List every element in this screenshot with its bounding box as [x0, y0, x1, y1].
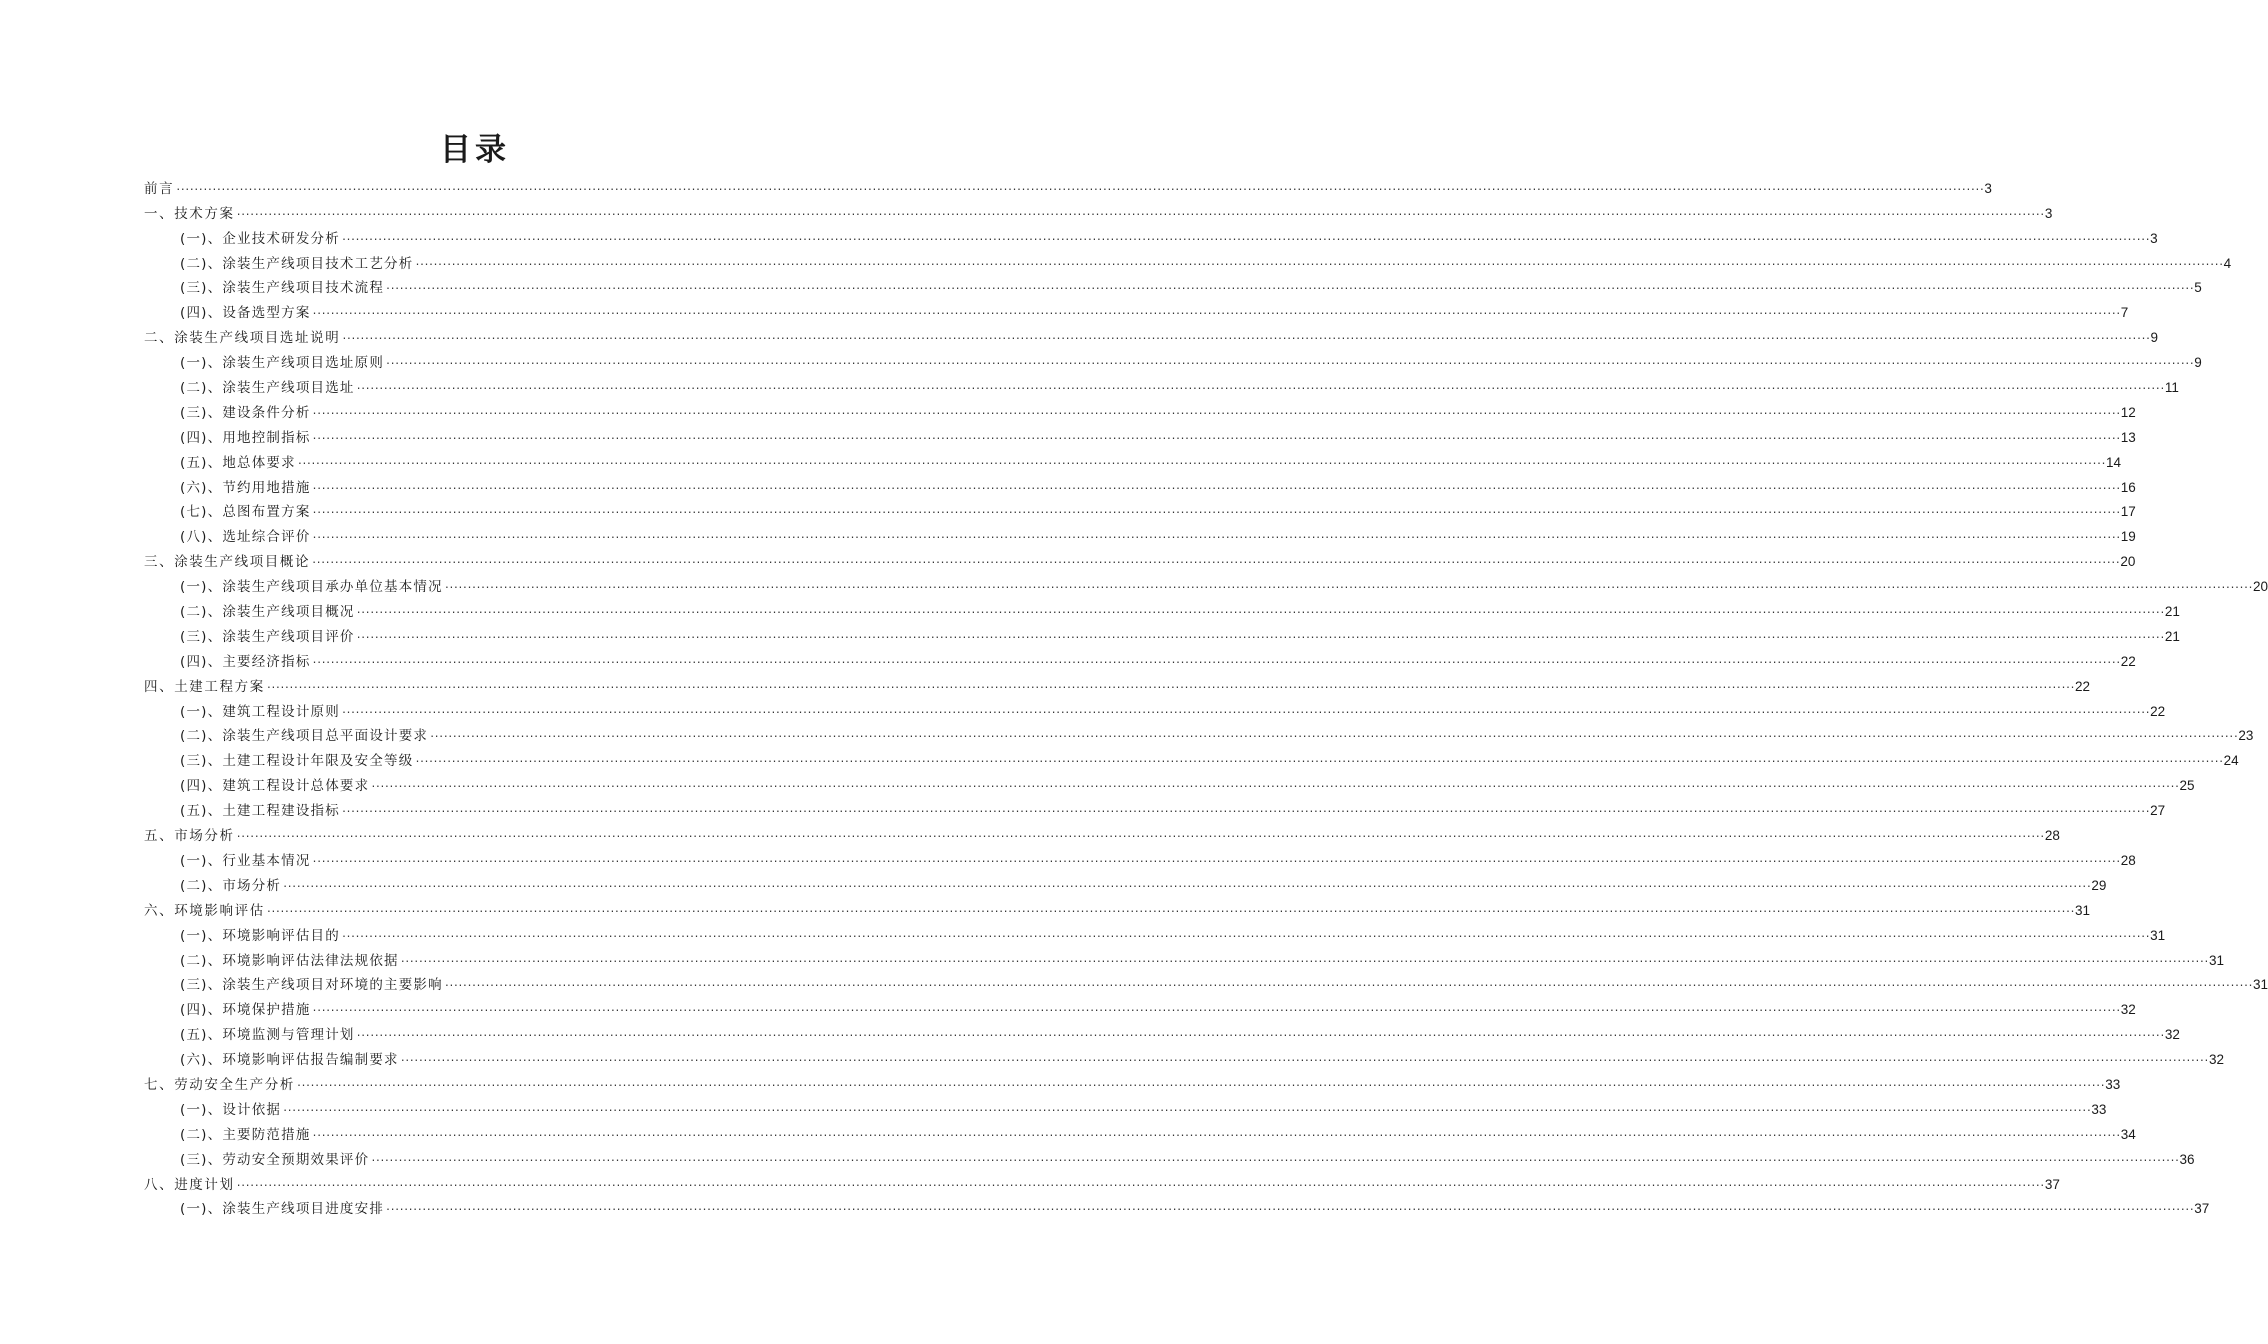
toc-entry-page-number: 9 — [2194, 355, 2202, 371]
toc-dot-leader: ................................................................................................................................................................................................................................................................................................................................................................................................................ — [385, 1202, 2194, 1214]
toc-dot-leader: ................................................................................................................................................................................................................................................................................................................................................................................................................ — [265, 903, 2075, 915]
toc-entry[interactable] — [144, 571, 2268, 596]
toc-dot-leader: ................................................................................................................................................................................................................................................................................................................................................................................................................ — [175, 181, 1984, 193]
toc-entry-label: (三)、建设条件分析 — [180, 404, 311, 421]
table-of-contents — [144, 173, 2268, 1218]
toc-entry-label: (一)、建筑工程设计原则 — [180, 703, 340, 720]
toc-dot-leader: ................................................................................................................................................................................................................................................................................................................................................................................................................ — [429, 729, 2238, 741]
toc-entry-label: (三)、涂装生产线项目评价 — [180, 628, 355, 645]
toc-entry-label: 六、环境影响评估 — [144, 902, 265, 919]
toc-dot-leader: ................................................................................................................................................................................................................................................................................................................................................................................................................ — [385, 281, 2194, 293]
toc-dot-leader: ................................................................................................................................................................................................................................................................................................................................................................................................................ — [355, 629, 2164, 641]
toc-entry-page-number: 22 — [2075, 678, 2091, 694]
toc-entry[interactable] — [144, 372, 2179, 397]
toc-entry-page-number: 12 — [2120, 404, 2136, 420]
toc-entry-page-number: 32 — [2208, 1052, 2224, 1068]
toc-entry-page-number: 3 — [2150, 230, 2158, 246]
toc-entry-page-number: 19 — [2120, 529, 2136, 545]
toc-entry-label: (四)、主要经济指标 — [180, 653, 311, 670]
toc-entry-page-number: 36 — [2179, 1151, 2195, 1167]
toc-entry-page-number: 22 — [2120, 653, 2136, 669]
toc-entry-label: (一)、涂装生产线项目选址原则 — [180, 355, 385, 372]
toc-entry-page-number: 23 — [2238, 728, 2254, 744]
toc-entry-page-number: 27 — [2150, 803, 2166, 819]
toc-entry-page-number: 7 — [2120, 305, 2129, 321]
toc-entry-page-number: 20 — [2253, 579, 2268, 595]
toc-entry-page-number: 32 — [2164, 1027, 2180, 1043]
toc-dot-leader: ................................................................................................................................................................................................................................................................................................................................................................................................................ — [311, 505, 2120, 517]
toc-entry-label: (一)、企业技术研发分析 — [180, 230, 340, 247]
toc-dot-leader: ................................................................................................................................................................................................................................................................................................................................................................................................................ — [414, 256, 2223, 268]
toc-entry-label: (三)、劳动安全预期效果评价 — [180, 1151, 370, 1168]
toc-entry-page-number: 31 — [2075, 902, 2091, 918]
toc-dot-leader: ................................................................................................................................................................................................................................................................................................................................................................................................................ — [340, 231, 2150, 243]
toc-entry-label: (一)、行业基本情况 — [180, 852, 311, 869]
toc-entry-label: (七)、总图布置方案 — [180, 504, 311, 521]
toc-entry[interactable] — [144, 870, 2107, 895]
toc-entry-label: (二)、市场分析 — [180, 877, 282, 894]
toc-entry-page-number: 24 — [2223, 753, 2239, 769]
toc-dot-leader: ................................................................................................................................................................................................................................................................................................................................................................................................................ — [370, 779, 2179, 791]
toc-entry-page-number: 32 — [2120, 1002, 2136, 1018]
toc-entry-page-number: 3 — [2044, 205, 2053, 221]
toc-entry[interactable] — [144, 447, 2122, 472]
toc-entry[interactable] — [144, 945, 2224, 970]
toc-entry[interactable] — [144, 472, 2136, 497]
toc-entry-label: 八、进度计划 — [144, 1176, 235, 1193]
toc-entry-label: (五)、地总体要求 — [180, 454, 296, 471]
toc-entry-page-number: 4 — [2223, 255, 2232, 271]
toc-entry-label: (二)、涂装生产线项目总平面设计要求 — [180, 728, 429, 745]
toc-entry[interactable] — [144, 621, 2180, 646]
toc-entry-page-number: 28 — [2044, 828, 2060, 844]
toc-entry[interactable] — [144, 1019, 2180, 1044]
toc-entry-page-number: 13 — [2120, 429, 2136, 445]
toc-entry[interactable] — [144, 1069, 2121, 1094]
toc-entry-label: (二)、涂装生产线项目选址 — [180, 380, 355, 397]
toc-entry[interactable] — [144, 820, 2060, 845]
toc-entry[interactable] — [144, 895, 2091, 920]
toc-entry-label: (一)、环境影响评估目的 — [180, 927, 340, 944]
toc-entry[interactable] — [144, 322, 2159, 347]
toc-entry[interactable] — [144, 1169, 2060, 1194]
toc-entry-label: (八)、选址综合评价 — [180, 529, 311, 546]
toc-dot-leader: ................................................................................................................................................................................................................................................................................................................................................................................................................ — [443, 580, 2253, 592]
toc-entry-page-number: 3 — [1984, 180, 1992, 196]
toc-entry[interactable] — [144, 671, 2091, 696]
toc-entry-page-number: 28 — [2120, 852, 2136, 868]
toc-entry-label: 二、涂装生产线项目选址说明 — [144, 330, 341, 347]
toc-dot-leader: ................................................................................................................................................................................................................................................................................................................................................................................................................ — [340, 928, 2150, 940]
toc-dot-leader: ................................................................................................................................................................................................................................................................................................................................................................................................................ — [311, 555, 2120, 567]
toc-entry-label: (三)、涂装生产线项目对环境的主要影响 — [180, 977, 443, 994]
toc-dot-leader: ................................................................................................................................................................................................................................................................................................................................................................................................................ — [414, 754, 2223, 766]
toc-entry-page-number: 5 — [2194, 280, 2202, 296]
toc-entry-page-number: 31 — [2150, 927, 2166, 943]
toc-dot-leader: ................................................................................................................................................................................................................................................................................................................................................................................................................ — [311, 1127, 2120, 1139]
toc-dot-leader: ................................................................................................................................................................................................................................................................................................................................................................................................................ — [443, 978, 2253, 990]
toc-entry[interactable] — [144, 397, 2136, 422]
toc-dot-leader: ................................................................................................................................................................................................................................................................................................................................................................................................................ — [311, 306, 2120, 318]
toc-entry[interactable] — [144, 248, 2232, 273]
toc-dot-leader: ................................................................................................................................................................................................................................................................................................................................................................................................................ — [340, 804, 2150, 816]
toc-dot-leader: ................................................................................................................................................................................................................................................................................................................................................................................................................ — [355, 1028, 2164, 1040]
toc-entry[interactable] — [144, 596, 2180, 621]
toc-dot-leader: ................................................................................................................................................................................................................................................................................................................................................................................................................ — [399, 953, 2208, 965]
toc-entry[interactable] — [144, 497, 2136, 522]
toc-entry-label: (二)、环境影响评估法律法规依据 — [180, 952, 399, 969]
toc-dot-leader: ................................................................................................................................................................................................................................................................................................................................................................................................................ — [311, 654, 2120, 666]
toc-entry[interactable] — [144, 1119, 2136, 1144]
toc-entry[interactable] — [144, 770, 2195, 795]
toc-dot-leader: ................................................................................................................................................................................................................................................................................................................................................................................................................ — [296, 455, 2106, 467]
toc-dot-leader: ................................................................................................................................................................................................................................................................................................................................................................................................................ — [235, 206, 2044, 218]
toc-entry-label: (四)、建筑工程设计总体要求 — [180, 778, 370, 795]
toc-dot-leader: ................................................................................................................................................................................................................................................................................................................................................................................................................ — [282, 878, 2091, 890]
toc-entry-page-number: 21 — [2164, 604, 2180, 620]
toc-entry[interactable] — [144, 198, 2053, 223]
toc-entry[interactable] — [144, 845, 2136, 870]
toc-dot-leader: ................................................................................................................................................................................................................................................................................................................................................................................................................ — [311, 430, 2120, 442]
toc-entry-page-number: 33 — [2091, 1101, 2107, 1117]
toc-entry-page-number: 20 — [2120, 554, 2136, 570]
toc-dot-leader: ................................................................................................................................................................................................................................................................................................................................................................................................................ — [385, 356, 2194, 368]
toc-dot-leader: ................................................................................................................................................................................................................................................................................................................................................................................................................ — [282, 1102, 2091, 1114]
toc-dot-leader: ................................................................................................................................................................................................................................................................................................................................................................................................................ — [235, 829, 2044, 841]
toc-entry-page-number: 31 — [2208, 952, 2224, 968]
toc-entry-label: (二)、涂装生产线项目技术工艺分析 — [180, 255, 414, 272]
toc-entry-label: 五、市场分析 — [144, 828, 235, 845]
toc-entry-label: (四)、环境保护措施 — [180, 1002, 311, 1019]
toc-entry-page-number: 33 — [2105, 1076, 2121, 1092]
toc-dot-leader: ................................................................................................................................................................................................................................................................................................................................................................................................................ — [311, 480, 2120, 492]
toc-entry-page-number: 9 — [2150, 330, 2159, 346]
toc-entry[interactable] — [144, 422, 2136, 447]
toc-entry-page-number: 21 — [2164, 628, 2180, 644]
toc-dot-leader: ................................................................................................................................................................................................................................................................................................................................................................................................................ — [341, 331, 2150, 343]
toc-entry[interactable] — [144, 1194, 2210, 1219]
toc-dot-leader: ................................................................................................................................................................................................................................................................................................................................................................................................................ — [265, 679, 2075, 691]
toc-entry[interactable] — [144, 646, 2136, 671]
toc-entry-label: 七、劳动安全生产分析 — [144, 1076, 295, 1093]
toc-entry-label: (四)、设备选型方案 — [180, 305, 311, 322]
toc-entry-page-number: 25 — [2179, 778, 2195, 794]
toc-entry-label: (一)、涂装生产线项目进度安排 — [180, 1201, 385, 1218]
toc-entry-page-number: 22 — [2150, 703, 2166, 719]
toc-entry-label: (三)、土建工程设计年限及安全等级 — [180, 753, 414, 770]
toc-entry-label: (一)、涂装生产线项目承办单位基本情况 — [180, 579, 443, 596]
toc-entry-label: 三、涂装生产线项目概论 — [144, 554, 311, 571]
toc-entry-page-number: 17 — [2120, 504, 2136, 520]
toc-entry-page-number: 34 — [2120, 1126, 2136, 1142]
toc-dot-leader: ................................................................................................................................................................................................................................................................................................................................................................................................................ — [311, 530, 2120, 542]
toc-entry[interactable] — [144, 696, 2166, 721]
toc-dot-leader: ................................................................................................................................................................................................................................................................................................................................................................................................................ — [355, 605, 2164, 617]
toc-entry[interactable] — [144, 920, 2166, 945]
toc-entry[interactable] — [144, 745, 2239, 770]
toc-entry-page-number: 11 — [2164, 380, 2179, 396]
toc-entry-label: (二)、主要防范措施 — [180, 1126, 311, 1143]
toc-entry-label: (五)、环境监测与管理计划 — [180, 1027, 355, 1044]
toc-entry[interactable] — [144, 1094, 2107, 1119]
toc-entry[interactable] — [144, 273, 2202, 298]
toc-entry-label: 四、土建工程方案 — [144, 678, 265, 695]
toc-dot-leader: ................................................................................................................................................................................................................................................................................................................................................................................................................ — [399, 1053, 2208, 1065]
toc-dot-leader: ................................................................................................................................................................................................................................................................................................................................................................................................................ — [296, 1077, 2105, 1089]
toc-entry[interactable] — [144, 521, 2136, 546]
toc-entry-label: (四)、用地控制指标 — [180, 429, 311, 446]
toc-entry-label: (二)、涂装生产线项目概况 — [180, 604, 355, 621]
toc-entry-label: (五)、土建工程建设指标 — [180, 803, 340, 820]
toc-dot-leader: ................................................................................................................................................................................................................................................................................................................................................................................................................ — [235, 1177, 2044, 1189]
toc-entry[interactable] — [144, 970, 2268, 995]
toc-entry[interactable] — [144, 1044, 2224, 1069]
toc-entry-label: (三)、涂装生产线项目技术流程 — [180, 280, 385, 297]
toc-entry[interactable] — [144, 994, 2136, 1019]
toc-entry-page-number: 37 — [2044, 1176, 2060, 1192]
toc-dot-leader: ................................................................................................................................................................................................................................................................................................................................................................................................................ — [311, 405, 2120, 417]
toc-entry-page-number: 31 — [2253, 977, 2268, 993]
toc-entry[interactable] — [144, 173, 1992, 198]
toc-entry[interactable] — [144, 795, 2166, 820]
toc-entry-label: 一、技术方案 — [144, 205, 235, 222]
toc-entry-page-number: 29 — [2091, 877, 2107, 893]
toc-entry[interactable] — [144, 223, 2158, 248]
toc-entry[interactable] — [144, 721, 2254, 746]
toc-dot-leader: ................................................................................................................................................................................................................................................................................................................................................................................................................ — [340, 704, 2150, 716]
page-title: 目录 — [440, 132, 510, 168]
toc-entry-page-number: 37 — [2194, 1201, 2210, 1217]
toc-entry-label: (六)、环境影响评估报告编制要求 — [180, 1052, 399, 1069]
toc-dot-leader: ................................................................................................................................................................................................................................................................................................................................................................................................................ — [355, 381, 2164, 393]
toc-entry[interactable] — [144, 546, 2136, 571]
toc-entry-label: (一)、设计依据 — [180, 1101, 282, 1118]
toc-entry[interactable] — [144, 1144, 2195, 1169]
toc-dot-leader: ................................................................................................................................................................................................................................................................................................................................................................................................................ — [311, 1003, 2120, 1015]
toc-dot-leader: ................................................................................................................................................................................................................................................................................................................................................................................................................ — [370, 1152, 2179, 1164]
toc-entry-page-number: 16 — [2120, 479, 2136, 495]
toc-entry[interactable] — [144, 297, 2129, 322]
toc-entry-page-number: 14 — [2106, 454, 2122, 470]
toc-dot-leader: ................................................................................................................................................................................................................................................................................................................................................................................................................ — [311, 853, 2120, 865]
toc-entry-label: 前言 — [144, 180, 175, 197]
toc-entry-label: (六)、节约用地措施 — [180, 479, 311, 496]
toc-entry[interactable] — [144, 347, 2202, 372]
